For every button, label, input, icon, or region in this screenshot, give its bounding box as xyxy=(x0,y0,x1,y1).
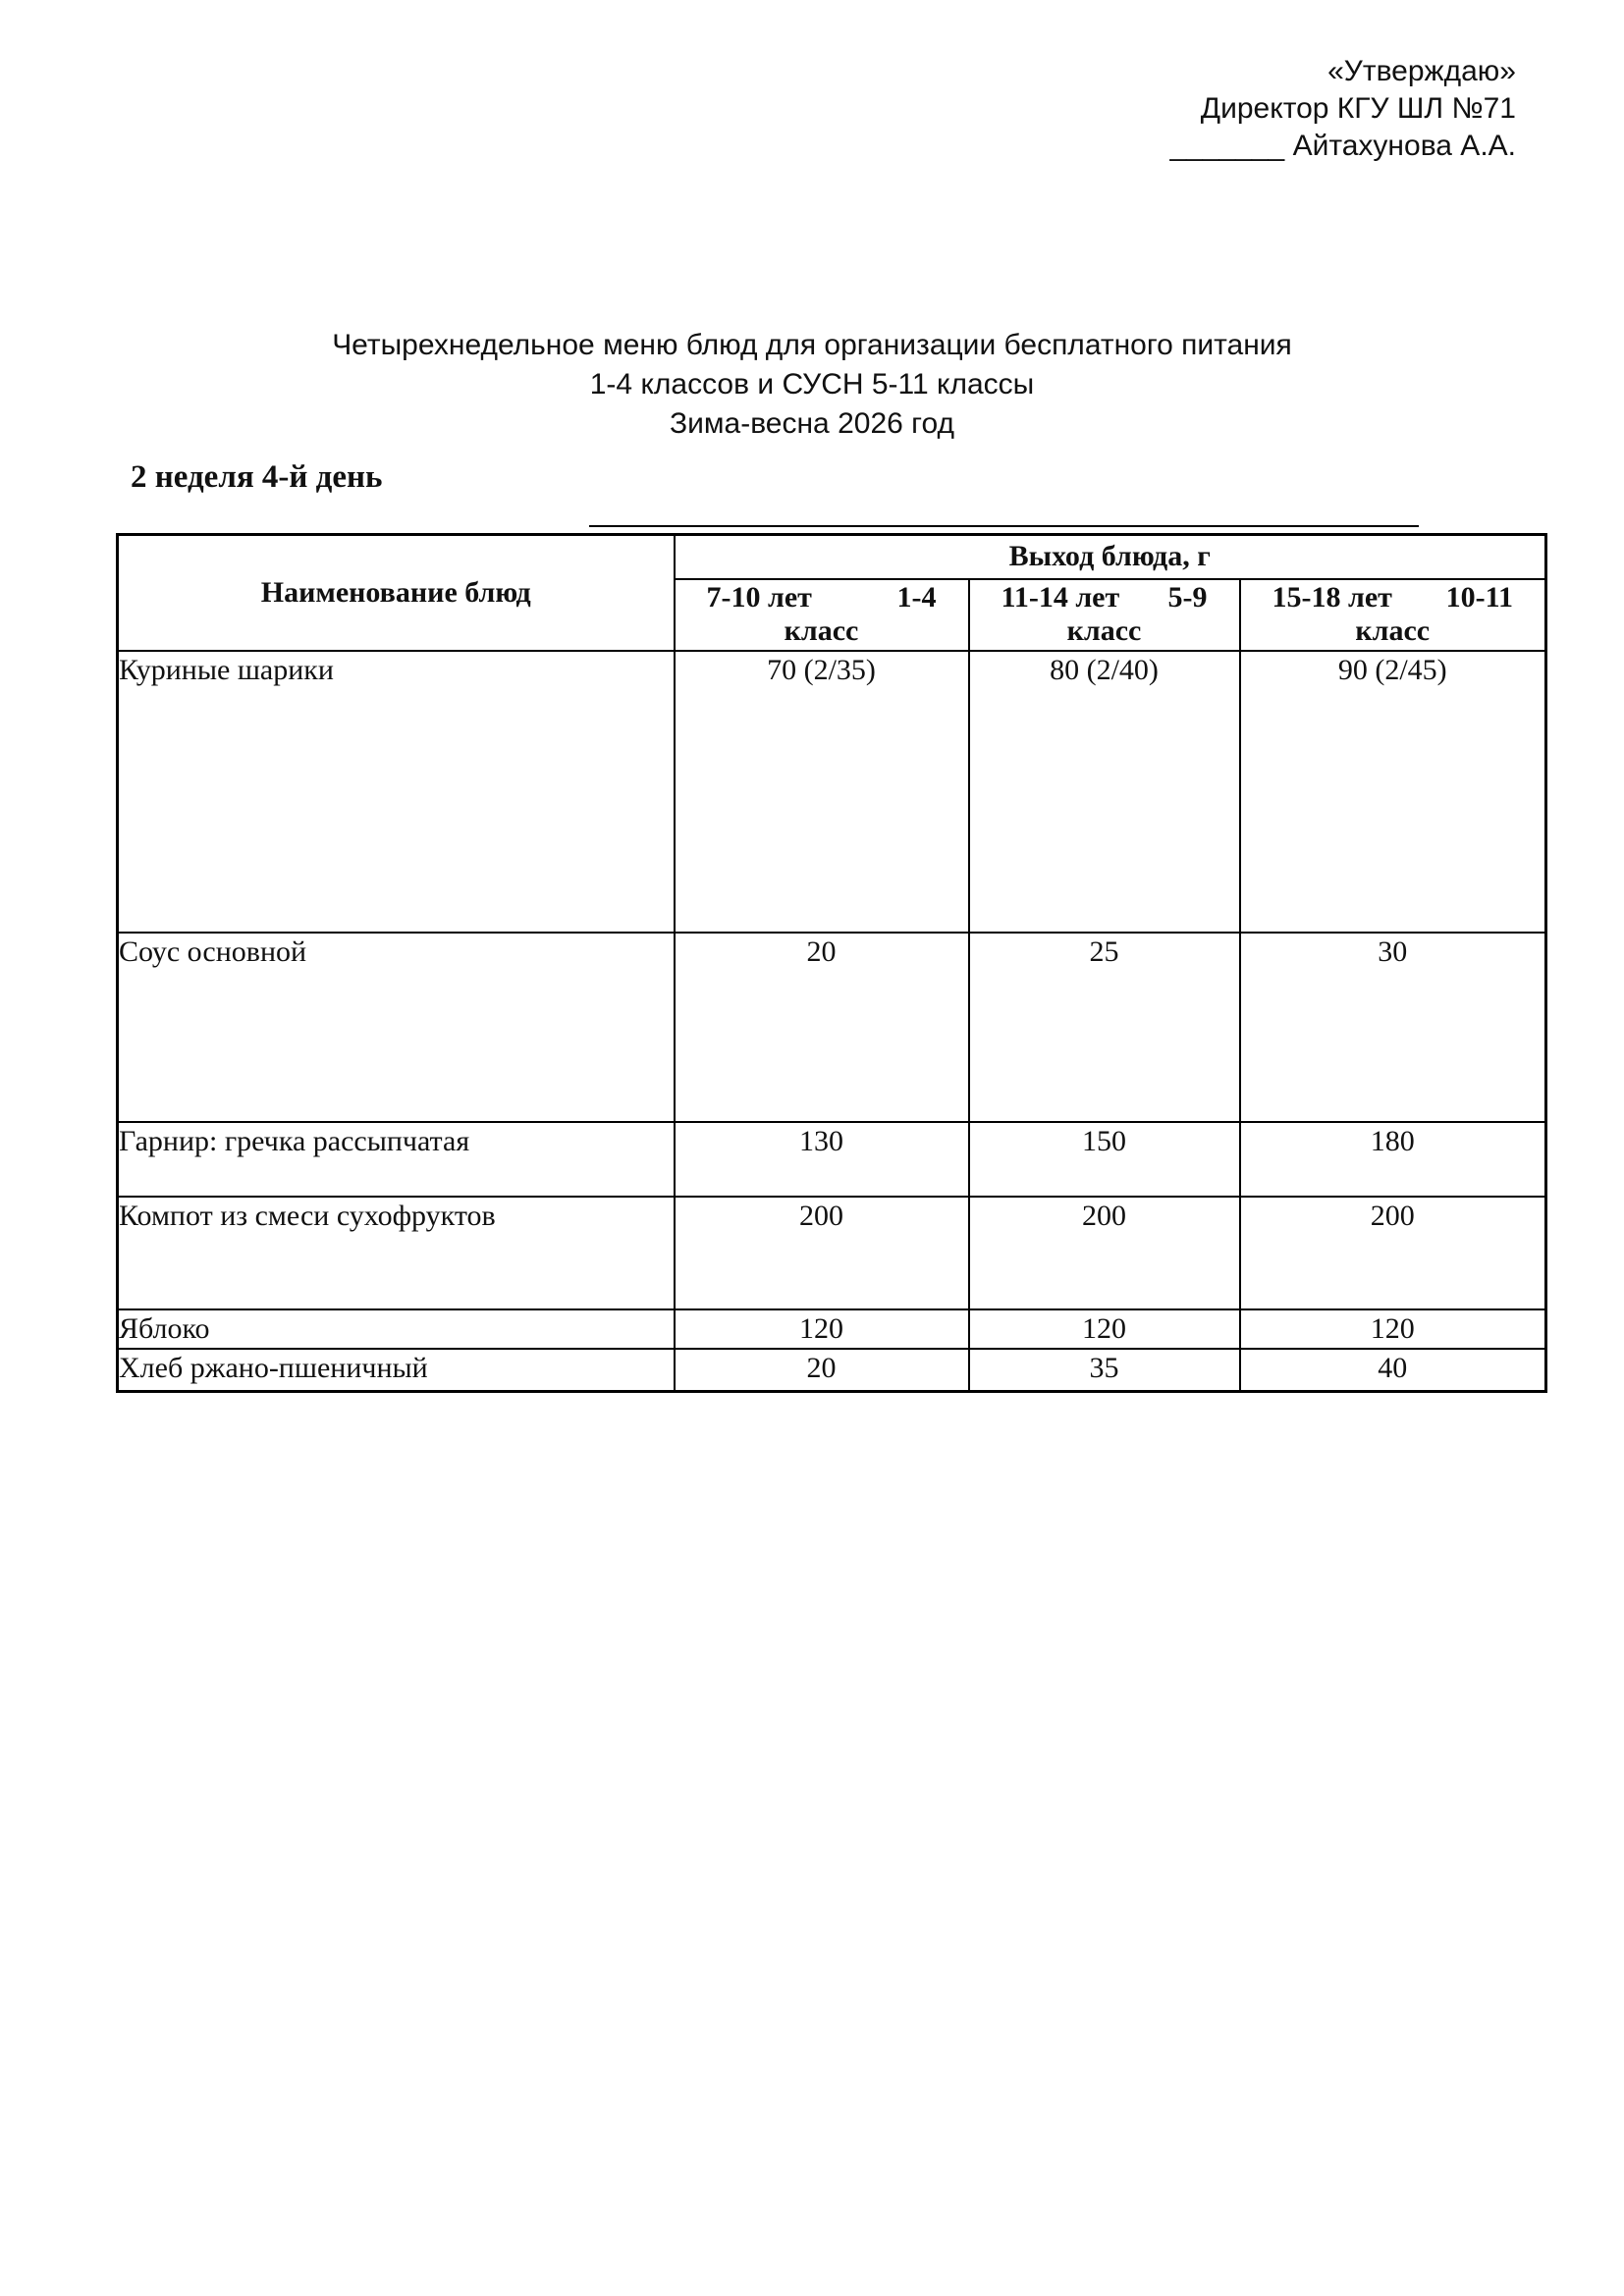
portion-value-cell: 200 xyxy=(969,1197,1240,1309)
portion-value-cell: 120 xyxy=(1240,1309,1546,1349)
portion-value-cell: 35 xyxy=(969,1349,1240,1392)
document-title xyxy=(0,326,1624,444)
table-row xyxy=(118,933,1546,1122)
dish-name-cell: Соус основной xyxy=(118,933,675,1122)
portion-value-cell: 20 xyxy=(675,1349,969,1392)
title-line-3: Зима-весна 2026 год xyxy=(670,407,954,440)
portion-value-cell: 80 (2/40) xyxy=(969,651,1240,933)
age-column-header-1 xyxy=(675,579,969,651)
dish-name-cell: Гарнир: гречка рассыпчатая xyxy=(118,1122,675,1197)
portion-value-cell: 90 (2/45) xyxy=(1240,651,1546,933)
portion-value-cell: 200 xyxy=(675,1197,969,1309)
approval-block xyxy=(1169,53,1516,165)
age-column-header-2 xyxy=(969,579,1240,651)
menu-table xyxy=(116,533,1547,1393)
grade-word-1: класс xyxy=(784,614,859,647)
table-top-border-artifact xyxy=(589,525,1419,527)
dish-name-cell: Компот из смеси сухофруктов xyxy=(118,1197,675,1309)
portion-value-cell: 130 xyxy=(675,1122,969,1197)
portion-value-cell: 70 (2/35) xyxy=(675,651,969,933)
grade-word-3: класс xyxy=(1355,614,1431,647)
portion-value-cell: 120 xyxy=(675,1309,969,1349)
table-row xyxy=(118,1309,1546,1349)
approval-line-director: Директор КГУ ШЛ №71 xyxy=(1200,92,1516,125)
grades-2: 5-9 xyxy=(1167,581,1208,614)
approval-line-signature: _______ Айтахунова А.А. xyxy=(1169,130,1516,162)
portion-value-cell: 25 xyxy=(969,933,1240,1122)
title-line-2: 1-4 классов и СУСН 5-11 классы xyxy=(589,368,1035,400)
grades-1: 1-4 xyxy=(896,581,937,614)
portion-value-cell: 120 xyxy=(969,1309,1240,1349)
table-row xyxy=(118,1122,1546,1197)
age-column-header-3 xyxy=(1240,579,1546,651)
table-row xyxy=(118,651,1546,933)
portion-value-cell: 40 xyxy=(1240,1349,1546,1392)
grade-word-2: класс xyxy=(1066,614,1142,647)
table-row xyxy=(118,1197,1546,1309)
age-range-3: 15-18 лет xyxy=(1272,581,1392,614)
day-heading: 2 неделя 4-й день xyxy=(131,459,383,495)
portion-value-cell: 180 xyxy=(1240,1122,1546,1197)
dish-name-cell: Куриные шарики xyxy=(118,651,675,933)
table-row xyxy=(118,1349,1546,1392)
dish-name-cell: Яблоко xyxy=(118,1309,675,1349)
grades-3: 10-11 xyxy=(1445,581,1513,614)
menu-table-wrapper xyxy=(116,533,1547,1393)
title-line-1: Четырехнедельное меню блюд для организации бесплатного питания xyxy=(332,329,1292,361)
portion-value-cell: 150 xyxy=(969,1122,1240,1197)
output-group-header: Выход блюда, г xyxy=(675,535,1546,579)
age-range-1: 7-10 лет xyxy=(706,581,812,614)
name-column-header: Наименование блюд xyxy=(118,535,675,651)
portion-value-cell: 200 xyxy=(1240,1197,1546,1309)
portion-value-cell: 20 xyxy=(675,933,969,1122)
dish-name-cell: Хлеб ржано-пшеничный xyxy=(118,1349,675,1392)
table-header-row-group xyxy=(118,535,1546,579)
age-range-2: 11-14 лет xyxy=(1001,581,1120,614)
portion-value-cell: 30 xyxy=(1240,933,1546,1122)
approval-line-utverzhdayu: «Утверждаю» xyxy=(1327,55,1516,87)
